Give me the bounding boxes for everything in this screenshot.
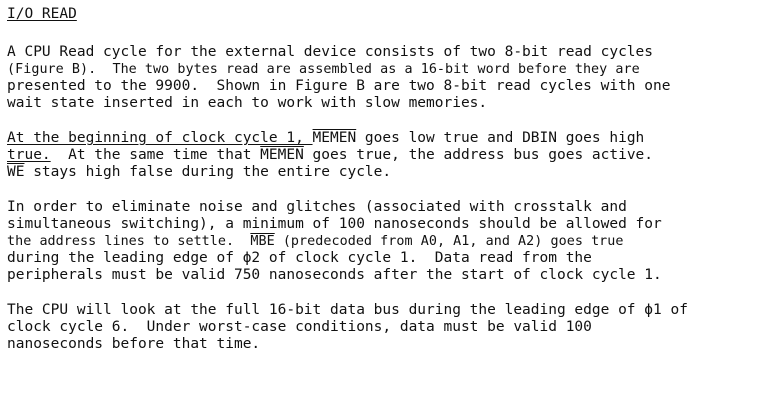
overlined-signal-memen: MEMEN bbox=[260, 147, 304, 163]
text-line: $\overline{WE}$ stays high false during the entire cycle. bbox=[7, 164, 392, 180]
text-line: The CPU will look at the full 16-bit data bus during the leading edge of ϕ1 of bbox=[7, 302, 688, 318]
text-line: the address lines to settle. $\overline{MBE}$ (predecoded from A0, A1, and A2) goes true bbox=[7, 234, 624, 249]
text-line: At the beginning of clock cycle 1, MEMEN goes low true and DBIN goes high bbox=[7, 130, 645, 146]
overlined-signal-mbe: $\overline{MBE}$ bbox=[250, 234, 275, 249]
text-line: (Figure B). The two bytes read are assembled as a 16-bit word before they are bbox=[7, 62, 640, 77]
overlined-signal-we: $\overline{WE}$ bbox=[7, 164, 25, 180]
text-line: peripherals must be valid 750 nanoseconds after the start of clock cycle 1. bbox=[7, 267, 662, 283]
text-line: presented to the 9900. Shown in Figure B are two 8-bit read cycles with one bbox=[7, 78, 671, 94]
paragraph-noise-glitches bbox=[7, 199, 762, 284]
text-line: nanoseconds before that time. bbox=[7, 336, 261, 352]
text-line: clock cycle 6. Under worst-case conditions, data must be valid 100 bbox=[7, 319, 592, 335]
underlined-text: At the beginning of clock cycle 1, bbox=[7, 130, 313, 146]
underlined-text: true. bbox=[7, 147, 51, 163]
paragraph-clock-cycle-1 bbox=[7, 130, 762, 181]
text-line: In order to eliminate noise and glitches (associated with crosstalk and bbox=[7, 199, 627, 215]
paragraph-data-bus bbox=[7, 302, 762, 353]
paragraph-cpu-read-cycle bbox=[7, 44, 762, 112]
text-line: simultaneous switching), a minimum of 100 nanoseconds should be allowed for bbox=[7, 216, 662, 232]
text-line: during the leading edge of ϕ2 of clock cycle 1. Data read from the bbox=[7, 250, 592, 266]
section-heading: I/O READ bbox=[7, 6, 77, 22]
text-line: A CPU Read cycle for the external device consists of two 8-bit read cycles bbox=[7, 44, 654, 60]
document-page bbox=[7, 6, 762, 371]
text-line: true. At the same time that MEMEN goes true, the address bus goes active. bbox=[7, 147, 654, 163]
overlined-signal-memen: MEMEN bbox=[312, 130, 357, 146]
text-line: wait state inserted in each to work with slow memories. bbox=[7, 95, 488, 111]
